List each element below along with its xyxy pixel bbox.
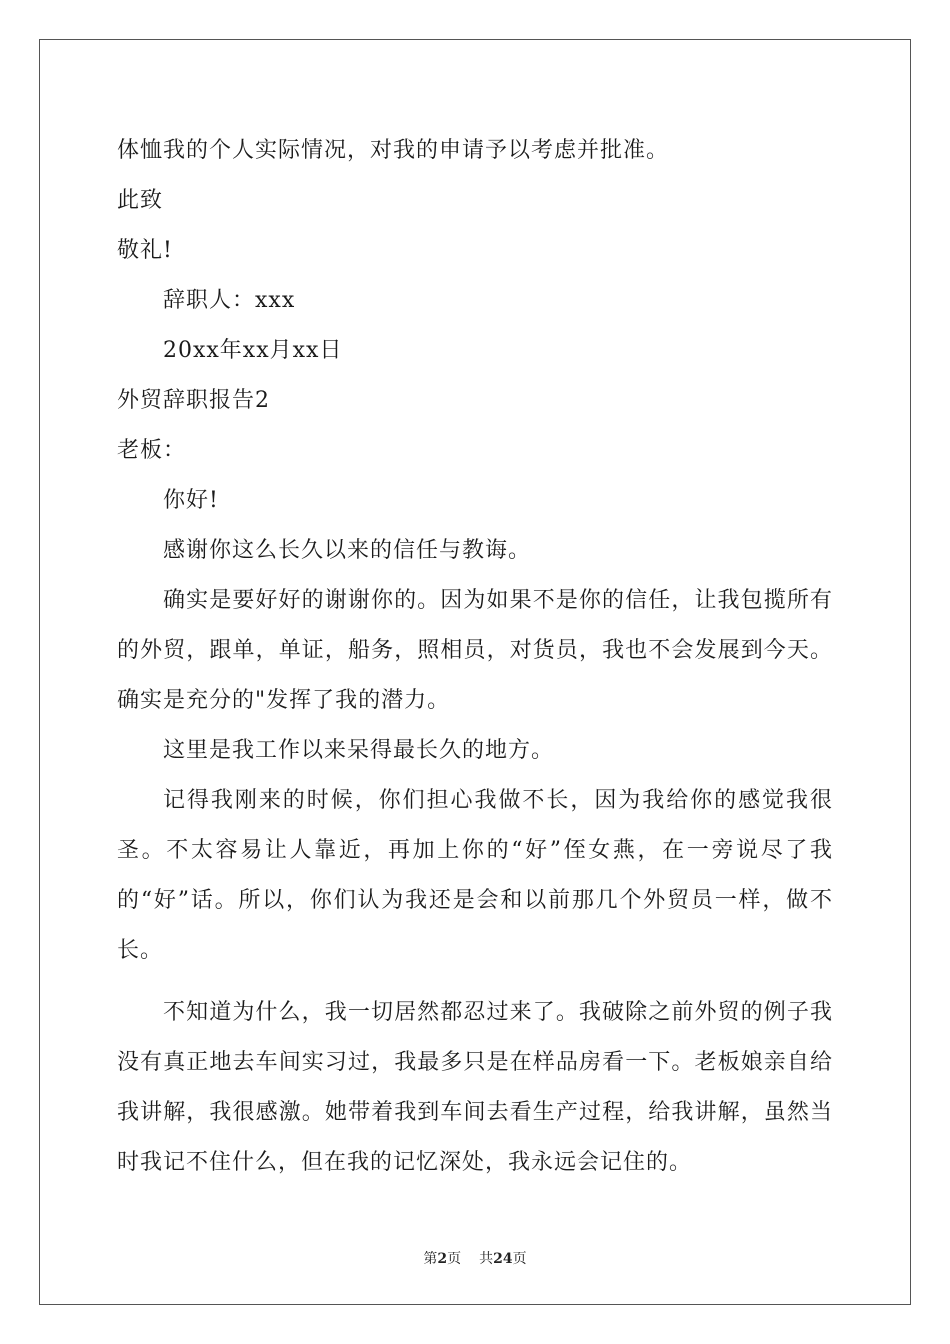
greeting-line: 你好! xyxy=(163,488,219,513)
footer-page-prefix: 第 xyxy=(423,1251,438,1267)
signer-line: 辞职人：xxx xyxy=(163,288,296,313)
paragraph: 记得我刚来的时候，你们担心我做不长，因为我给你的感觉我很圣。不太容易让人靠近，再加上你的“好”侄女燕，在一旁说尽了我的“好”话。所以，你们认为我还是会和以前那几个外贸员一样，做不长。 xyxy=(117,788,833,963)
section-title: 外贸辞职报告2 xyxy=(117,388,270,413)
page-footer xyxy=(0,1248,950,1268)
salutation-line-1: 此致 xyxy=(117,188,164,213)
footer-total-suffix: 页 xyxy=(512,1251,527,1267)
footer-page-number: 2 xyxy=(437,1251,448,1267)
addressee-line: 老板： xyxy=(117,438,187,463)
salutation-line-2: 敬礼! xyxy=(117,238,173,263)
paragraph: 不知道为什么，我一切居然都忍过来了。我破除之前外贸的例子我没有真正地去车间实习过，我最多只是在样品房看一下。老板娘亲自给我讲解，我很感激。她带着我到车间去看生产过程，给我讲解，虽然当时我记不住什么，但在我的记忆深处，我永远会记住的。 xyxy=(117,1000,833,1175)
document-body xyxy=(117,126,833,1188)
thanks-line: 感谢你这么长久以来的信任与教诲。 xyxy=(163,538,532,563)
footer-total-prefix: 共 xyxy=(479,1251,494,1267)
paragraph: 这里是我工作以来呆得最长久的地方。 xyxy=(163,738,555,763)
footer-page-suffix: 页 xyxy=(447,1251,462,1267)
date-line: 20xx年xx月xx日 xyxy=(163,338,343,363)
paragraph: 确实是要好好的谢谢你的。因为如果不是你的信任，让我包揽所有的外贸，跟单，单证，船务，照相员，对货员，我也不会发展到今天。确实是充分的"发挥了我的潜力。 xyxy=(117,588,833,713)
intro-tail-line: 体恤我的个人实际情况，对我的申请予以考虑并批准。 xyxy=(117,138,670,163)
footer-total-number: 24 xyxy=(493,1251,513,1267)
